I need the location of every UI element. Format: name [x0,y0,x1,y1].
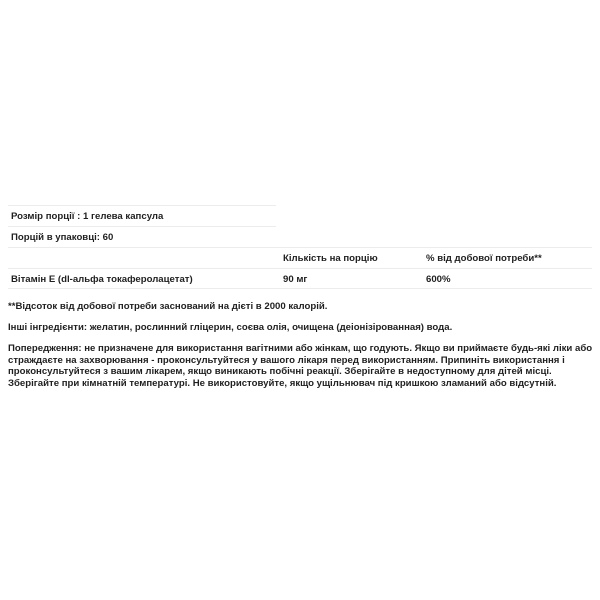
servings-per-container-row [8,226,276,247]
serving-size-row [8,205,276,226]
warning-text: Попередження: не призначене для використання вагітними або жінкам, що годують. Якщо ви приймаєте будь-які ліки або страждаєте на захворювання - проконсультуйтеся у вашого лікаря перед використанням. Припиніть використання і проконсультуйтеся з вашим лікарем, якщо виникають побічні реакції. Зберігайте в недоступному для дітей місці. Зберігайте при кімнатній температурі. Не використовуйте, якщо ущільнювач під кришкою зламаний або відсутній. [8,343,593,389]
amount-per-serving-header: Кількість на порцію [283,253,378,264]
serving-size: Розмір порції : 1 гелева капсула [11,211,164,222]
table-row [8,268,592,289]
other-ingredients: Інші інгредієнти: желатин, рослинний гліцерин, соєва олія, очищена (деіонізірованная) вода. [8,322,453,333]
servings-per-container: Порцій в упаковці: 60 [11,232,114,243]
daily-value-header: % від добової потреби** [426,253,542,264]
daily-value-footnote: **Відсоток від добової потреби заснований на дієті в 2000 калорій. [8,301,328,312]
nutrient-daily-value: 600% [426,274,451,285]
table-header-row [8,247,592,268]
nutrient-name: Вітамін Е (dl-альфа токаферолацетат) [11,274,193,285]
nutrient-amount: 90 мг [283,274,308,285]
supplement-facts-table [8,205,592,289]
